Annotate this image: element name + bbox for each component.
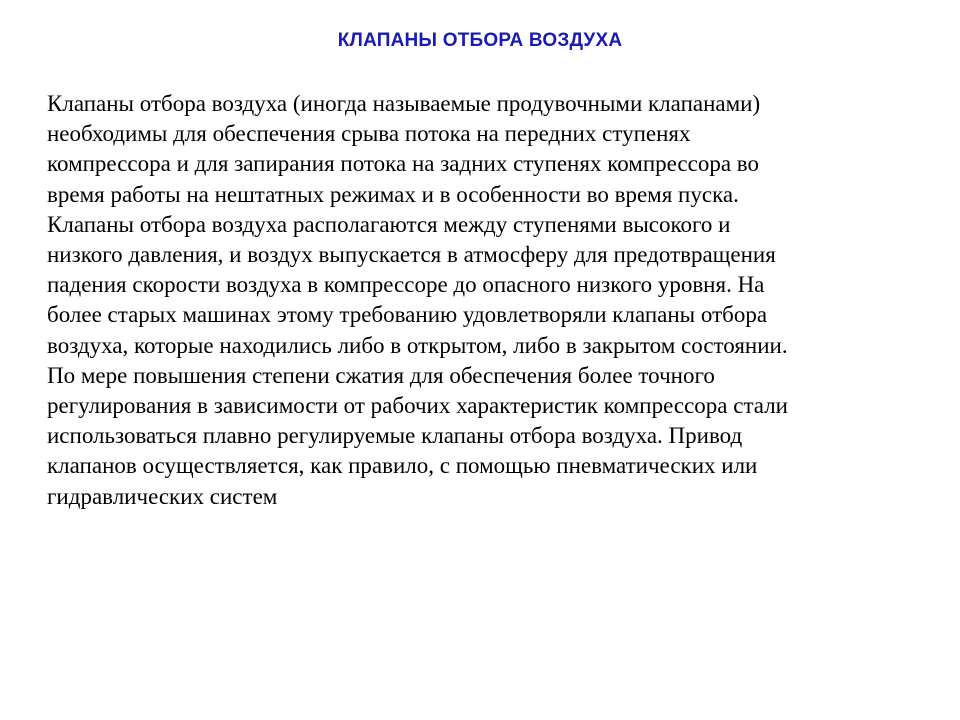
body-line: компрессора и для запирания потока на задних ступенях компрессора во bbox=[47, 151, 759, 177]
slide-body-text bbox=[47, 89, 927, 512]
body-line: использоваться плавно регулируемые клапаны отбора воздуха. Привод bbox=[47, 423, 743, 449]
body-line: По мере повышения степени сжатия для обеспечения более точного bbox=[47, 362, 715, 388]
body-line: клапанов осуществляется, как правило, с помощью пневматических или bbox=[47, 453, 758, 479]
body-line: более старых машинах этому требованию удовлетворяли клапаны отбора bbox=[47, 302, 768, 328]
slide-title: КЛАПАНЫ ОТБОРА ВОЗДУХА bbox=[337, 30, 623, 51]
body-line: время работы на нештатных режимах и в особенности во время пуска. bbox=[47, 181, 739, 207]
body-line: Клапаны отбора воздуха располагаются между ступенями высокого и bbox=[47, 211, 731, 237]
body-line: регулирования в зависимости от рабочих характеристик компрессора стали bbox=[47, 393, 788, 419]
body-line: низкого давления, и воздух выпускается в атмосферу для предотвращения bbox=[47, 242, 776, 268]
body-line: гидравлических систем bbox=[47, 483, 278, 509]
body-line: воздуха, которые находились либо в открытом, либо в закрытом состоянии. bbox=[47, 332, 788, 358]
body-line: необходимы для обеспечения срыва потока на передних ступенях bbox=[47, 121, 691, 147]
body-line: падения скорости воздуха в компрессоре до опасного низкого уровня. На bbox=[47, 272, 765, 298]
body-line: Клапаны отбора воздуха (иногда называемые продувочными клапанами) bbox=[47, 91, 761, 116]
